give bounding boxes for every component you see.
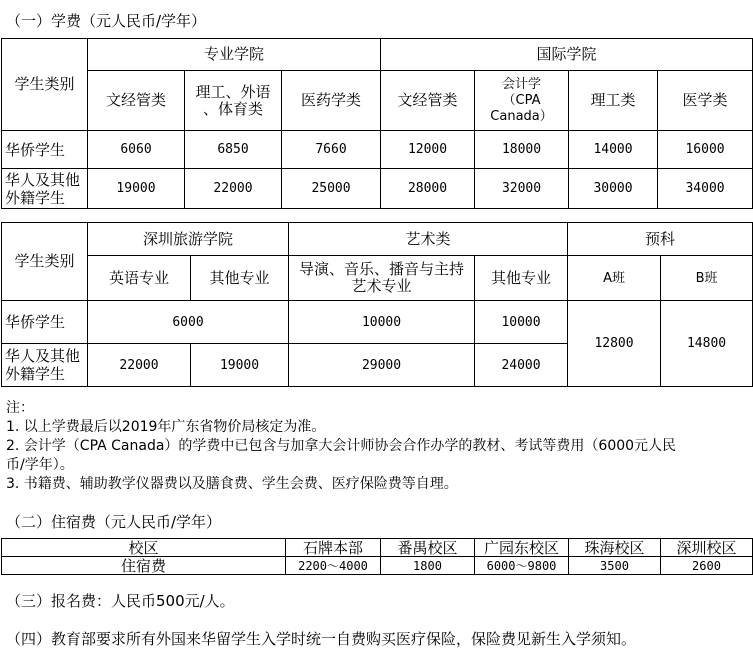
student-category-header: 学生类别 [2,39,88,131]
table-row [2,131,753,169]
fee-cell: 18000 [475,131,569,169]
notes-heading: 注： [6,400,34,416]
fee-cell: 24000 [475,344,568,387]
row-label: 华侨学生 [2,131,88,169]
fee-cell: 32000 [475,169,569,209]
col-header: 其他专业 [191,256,289,301]
group-professional-college: 专业学院 [88,39,381,71]
col-header: 其他专业 [475,256,568,301]
row-label: 华侨学生 [2,301,88,344]
fee-cell: 6850 [185,131,282,169]
accommodation-fee: 3500 [569,557,661,575]
tuition-table-1 [1,38,753,209]
section1-title: （一）学费（元人民币/学年） [6,12,207,30]
table-row [2,301,753,344]
fee-cell: 6000 [88,301,289,344]
col-header: 理工、外语 、体育类 [185,71,282,131]
fee-cell: 19000 [88,169,185,209]
campus-name: 番禺校区 [381,539,475,557]
row-label: 华人及其他 外籍学生 [2,169,88,209]
col-header: 会计学 （CPA Canada） [475,71,569,131]
accommodation-fee-header: 住宿费 [2,557,286,575]
fee-cell: 28000 [381,169,475,209]
accommodation-fee: 2600 [661,557,753,575]
campus-header: 校区 [2,539,286,557]
section4-medical-insurance: （四）教育部要求所有外国来华留学生入学时统一自费购买医疗保险，保险费见新生入学须知。 [6,630,637,648]
fee-cell: 22000 [88,344,191,387]
col-header: 理工类 [569,71,658,131]
accommodation-fee: 2200～4000 [286,557,381,575]
col-header: 医学类 [658,71,753,131]
group-shenzhen-tourism-college: 深圳旅游学院 [88,223,289,256]
fee-cell: 16000 [658,131,753,169]
table-row [2,169,753,209]
col-header: A班 [568,256,661,301]
fee-cell: 12000 [381,131,475,169]
note-3: 3. 书籍费、辅助教学仪器费以及膳食费、学生会费、医疗保险费等自理。 [6,476,458,492]
col-header: 文经管类 [381,71,475,131]
fee-cell: 10000 [289,301,475,344]
col-header: 文经管类 [88,71,185,131]
campus-name: 广园东校区 [475,539,569,557]
note-1: 1. 以上学费最后以2019年广东省物价局核定为准。 [6,419,326,435]
group-arts: 艺术类 [289,223,568,256]
fee-cell: 14800 [661,301,753,387]
tuition-table-2 [1,222,753,387]
row-label: 华人及其他 外籍学生 [2,344,88,387]
col-header: 医药学类 [282,71,381,131]
fee-cell: 25000 [282,169,381,209]
fee-cell: 29000 [289,344,475,387]
section2-title: （二）住宿费（元人民币/学年） [6,513,222,531]
fee-cell: 30000 [569,169,658,209]
accommodation-table [1,538,753,575]
fee-cell: 22000 [185,169,282,209]
campus-name: 珠海校区 [569,539,661,557]
col-header: 导演、音乐、播音与主持 艺术专业 [289,256,475,301]
accommodation-fee: 1800 [381,557,475,575]
note-2-continued: 币/学年）。 [6,457,74,473]
fee-cell: 12800 [568,301,661,387]
note-2: 2. 会计学（CPA Canada）的学费中已包含与加拿大会计师协会合作办学的教材、考试等费用（6000元人民 [6,438,677,454]
fee-cell: 6060 [88,131,185,169]
col-header: B班 [661,256,753,301]
fee-cell: 7660 [282,131,381,169]
group-international-college: 国际学院 [381,39,753,71]
fee-cell: 34000 [658,169,753,209]
student-category-header: 学生类别 [2,223,88,301]
section3-registration-fee: （三）报名费：人民币500元/人。 [6,592,235,610]
fee-cell: 19000 [191,344,289,387]
campus-name: 深圳校区 [661,539,753,557]
group-preparatory: 预科 [568,223,753,256]
col-header: 英语专业 [88,256,191,301]
campus-name: 石牌本部 [286,539,381,557]
fee-cell: 14000 [569,131,658,169]
fee-cell: 10000 [475,301,568,344]
accommodation-fee: 6000～9800 [475,557,569,575]
